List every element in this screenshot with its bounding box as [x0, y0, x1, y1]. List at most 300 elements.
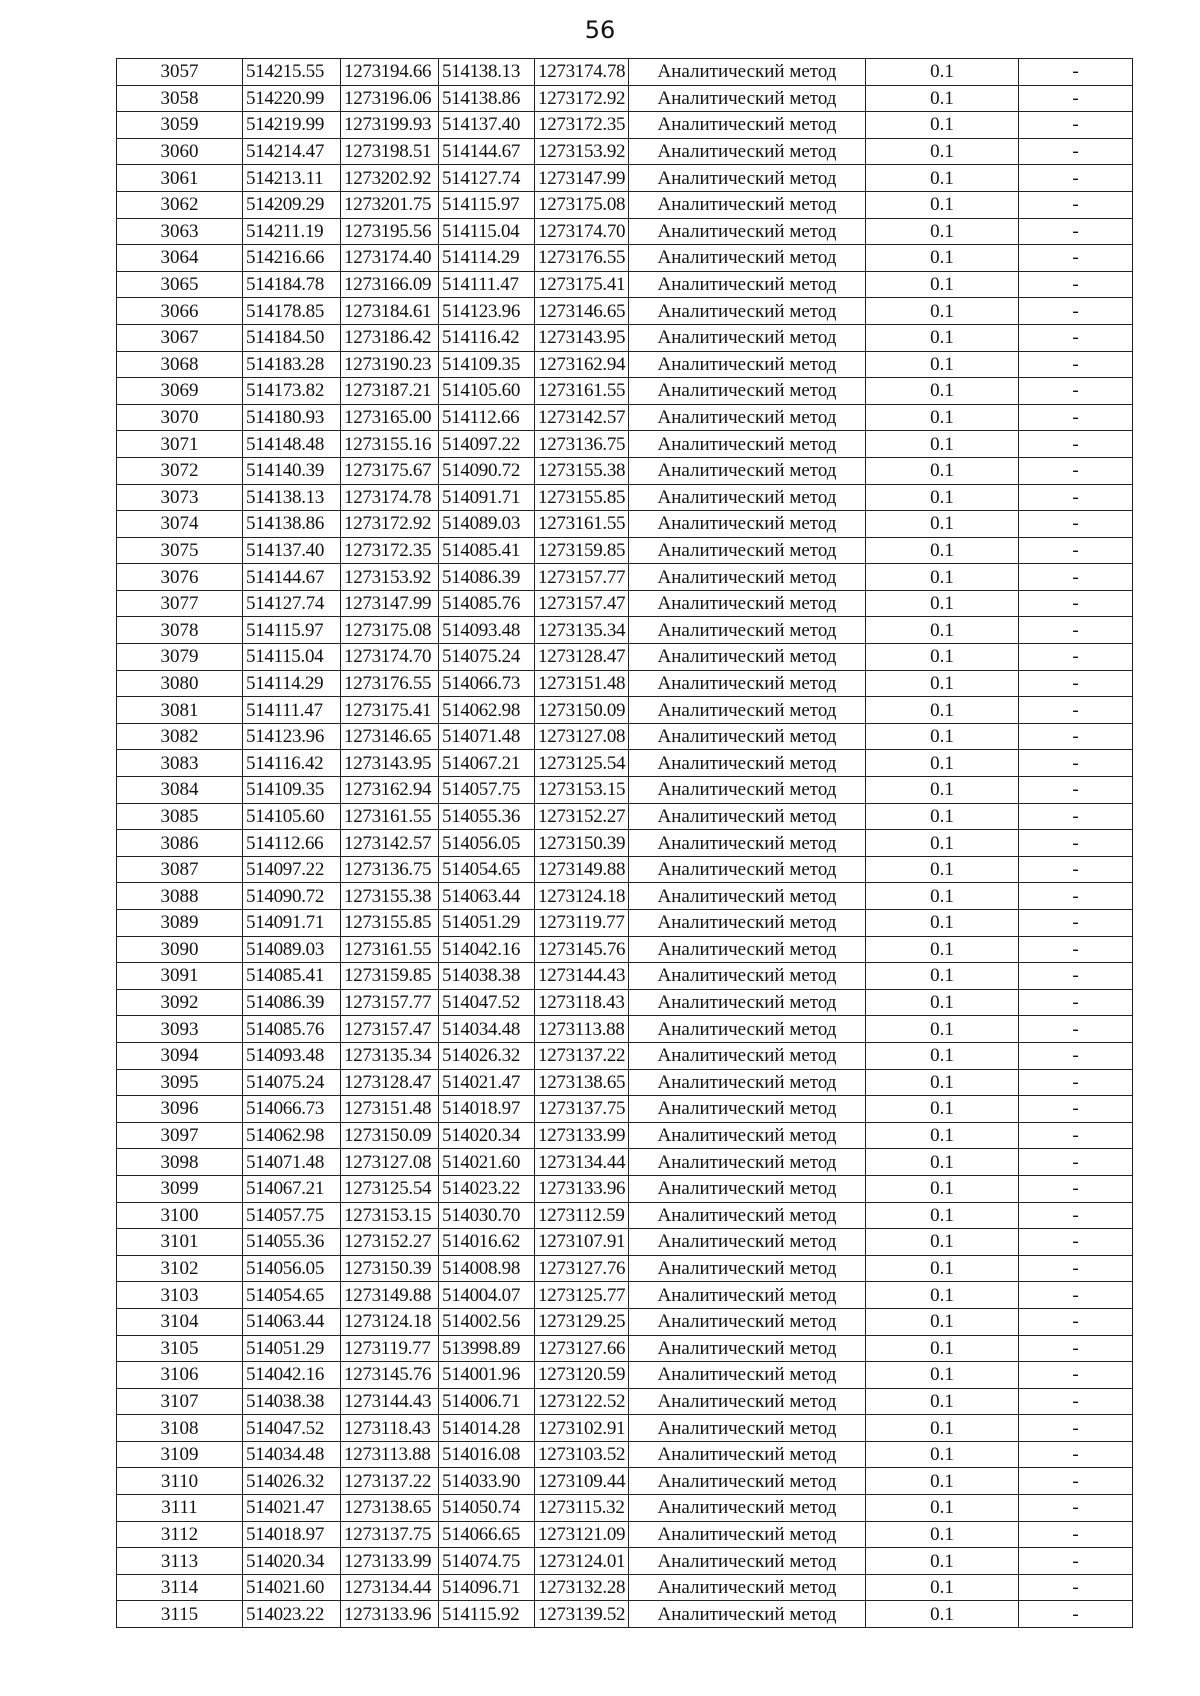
table-row [117, 750, 1133, 777]
y-coordinate-cell: 1273201.75 [341, 191, 439, 218]
table-row [117, 1229, 1133, 1256]
table-row [117, 1521, 1133, 1548]
x-coordinate-2-cell: 514004.07 [439, 1282, 535, 1309]
method-cell: Аналитический метод [629, 803, 866, 830]
table-row [117, 1574, 1133, 1601]
table-row [117, 1149, 1133, 1176]
point-number-cell: 3114 [117, 1574, 243, 1601]
note-cell: - [1019, 963, 1133, 990]
x-coordinate-2-cell: 514002.56 [439, 1308, 535, 1335]
table-row [117, 511, 1133, 538]
x-coordinate-2-cell: 514021.60 [439, 1149, 535, 1176]
accuracy-cell: 0.1 [866, 777, 1019, 804]
table-row [117, 1548, 1133, 1575]
y-coordinate-2-cell: 1273136.75 [535, 431, 629, 458]
point-number-cell: 3061 [117, 165, 243, 192]
y-coordinate-2-cell: 1273128.47 [535, 644, 629, 671]
point-number-cell: 3072 [117, 457, 243, 484]
accuracy-cell: 0.1 [866, 537, 1019, 564]
note-cell: - [1019, 431, 1133, 458]
table-row [117, 138, 1133, 165]
y-coordinate-2-cell: 1273146.65 [535, 298, 629, 325]
table-row [117, 1042, 1133, 1069]
x-coordinate-2-cell: 514030.70 [439, 1202, 535, 1229]
y-coordinate-2-cell: 1273174.78 [535, 59, 629, 86]
note-cell: - [1019, 1335, 1133, 1362]
y-coordinate-2-cell: 1273149.88 [535, 856, 629, 883]
x-coordinate-2-cell: 514021.47 [439, 1069, 535, 1096]
table-row [117, 431, 1133, 458]
y-coordinate-cell: 1273128.47 [341, 1069, 439, 1096]
x-coordinate-cell: 514140.39 [243, 457, 341, 484]
x-coordinate-2-cell: 514085.41 [439, 537, 535, 564]
note-cell: - [1019, 644, 1133, 671]
y-coordinate-cell: 1273152.27 [341, 1229, 439, 1256]
method-cell: Аналитический метод [629, 1388, 866, 1415]
point-number-cell: 3074 [117, 511, 243, 538]
x-coordinate-2-cell: 514038.38 [439, 963, 535, 990]
x-coordinate-2-cell: 514001.96 [439, 1362, 535, 1389]
point-number-cell: 3081 [117, 697, 243, 724]
table-row [117, 1308, 1133, 1335]
point-number-cell: 3092 [117, 989, 243, 1016]
y-coordinate-2-cell: 1273151.48 [535, 670, 629, 697]
method-cell: Аналитический метод [629, 1415, 866, 1442]
x-coordinate-2-cell: 514114.29 [439, 245, 535, 272]
y-coordinate-cell: 1273142.57 [341, 830, 439, 857]
note-cell: - [1019, 564, 1133, 591]
y-coordinate-cell: 1273133.99 [341, 1548, 439, 1575]
method-cell: Аналитический метод [629, 777, 866, 804]
x-coordinate-2-cell: 514066.73 [439, 670, 535, 697]
method-cell: Аналитический метод [629, 1495, 866, 1522]
y-coordinate-2-cell: 1273121.09 [535, 1521, 629, 1548]
method-cell: Аналитический метод [629, 59, 866, 86]
method-cell: Аналитический метод [629, 1574, 866, 1601]
x-coordinate-cell: 514047.52 [243, 1415, 341, 1442]
accuracy-cell: 0.1 [866, 351, 1019, 378]
accuracy-cell: 0.1 [866, 85, 1019, 112]
y-coordinate-cell: 1273166.09 [341, 271, 439, 298]
y-coordinate-2-cell: 1273115.32 [535, 1495, 629, 1522]
y-coordinate-2-cell: 1273138.65 [535, 1069, 629, 1096]
accuracy-cell: 0.1 [866, 883, 1019, 910]
y-coordinate-2-cell: 1273102.91 [535, 1415, 629, 1442]
y-coordinate-cell: 1273184.61 [341, 298, 439, 325]
accuracy-cell: 0.1 [866, 191, 1019, 218]
x-coordinate-cell: 514137.40 [243, 537, 341, 564]
y-coordinate-cell: 1273198.51 [341, 138, 439, 165]
x-coordinate-2-cell: 514097.22 [439, 431, 535, 458]
x-coordinate-2-cell: 514086.39 [439, 564, 535, 591]
note-cell: - [1019, 1282, 1133, 1309]
x-coordinate-cell: 514021.60 [243, 1574, 341, 1601]
y-coordinate-cell: 1273124.18 [341, 1308, 439, 1335]
y-coordinate-2-cell: 1273150.09 [535, 697, 629, 724]
table-row [117, 723, 1133, 750]
y-coordinate-cell: 1273161.55 [341, 936, 439, 963]
x-coordinate-2-cell: 513998.89 [439, 1335, 535, 1362]
x-coordinate-cell: 514112.66 [243, 830, 341, 857]
y-coordinate-2-cell: 1273137.75 [535, 1096, 629, 1123]
point-number-cell: 3064 [117, 245, 243, 272]
method-cell: Аналитический метод [629, 1362, 866, 1389]
table-row [117, 1601, 1133, 1628]
y-coordinate-cell: 1273174.40 [341, 245, 439, 272]
y-coordinate-2-cell: 1273125.77 [535, 1282, 629, 1309]
x-coordinate-cell: 514026.32 [243, 1468, 341, 1495]
x-coordinate-cell: 514173.82 [243, 378, 341, 405]
y-coordinate-2-cell: 1273134.44 [535, 1149, 629, 1176]
y-coordinate-2-cell: 1273133.99 [535, 1122, 629, 1149]
method-cell: Аналитический метод [629, 910, 866, 937]
x-coordinate-cell: 514085.76 [243, 1016, 341, 1043]
y-coordinate-cell: 1273127.08 [341, 1149, 439, 1176]
y-coordinate-2-cell: 1273135.34 [535, 617, 629, 644]
table-row [117, 989, 1133, 1016]
point-number-cell: 3090 [117, 936, 243, 963]
point-number-cell: 3105 [117, 1335, 243, 1362]
note-cell: - [1019, 59, 1133, 86]
y-coordinate-cell: 1273194.66 [341, 59, 439, 86]
point-number-cell: 3068 [117, 351, 243, 378]
table-row [117, 165, 1133, 192]
table-row [117, 963, 1133, 990]
method-cell: Аналитический метод [629, 431, 866, 458]
y-coordinate-2-cell: 1273129.25 [535, 1308, 629, 1335]
accuracy-cell: 0.1 [866, 750, 1019, 777]
x-coordinate-2-cell: 514093.48 [439, 617, 535, 644]
x-coordinate-cell: 514034.48 [243, 1441, 341, 1468]
y-coordinate-2-cell: 1273133.96 [535, 1175, 629, 1202]
point-number-cell: 3091 [117, 963, 243, 990]
y-coordinate-2-cell: 1273107.91 [535, 1229, 629, 1256]
x-coordinate-2-cell: 514138.13 [439, 59, 535, 86]
x-coordinate-2-cell: 514116.42 [439, 324, 535, 351]
y-coordinate-2-cell: 1273152.27 [535, 803, 629, 830]
method-cell: Аналитический метод [629, 1175, 866, 1202]
x-coordinate-cell: 514054.65 [243, 1282, 341, 1309]
y-coordinate-2-cell: 1273147.99 [535, 165, 629, 192]
accuracy-cell: 0.1 [866, 590, 1019, 617]
point-number-cell: 3062 [117, 191, 243, 218]
x-coordinate-cell: 514063.44 [243, 1308, 341, 1335]
method-cell: Аналитический метод [629, 1016, 866, 1043]
method-cell: Аналитический метод [629, 351, 866, 378]
x-coordinate-2-cell: 514075.24 [439, 644, 535, 671]
y-coordinate-cell: 1273150.39 [341, 1255, 439, 1282]
method-cell: Аналитический метод [629, 936, 866, 963]
x-coordinate-cell: 514023.22 [243, 1601, 341, 1628]
method-cell: Аналитический метод [629, 112, 866, 139]
y-coordinate-2-cell: 1273144.43 [535, 963, 629, 990]
note-cell: - [1019, 298, 1133, 325]
point-number-cell: 3079 [117, 644, 243, 671]
x-coordinate-2-cell: 514137.40 [439, 112, 535, 139]
method-cell: Аналитический метод [629, 85, 866, 112]
x-coordinate-2-cell: 514105.60 [439, 378, 535, 405]
note-cell: - [1019, 1548, 1133, 1575]
note-cell: - [1019, 511, 1133, 538]
note-cell: - [1019, 1362, 1133, 1389]
y-coordinate-2-cell: 1273161.55 [535, 378, 629, 405]
y-coordinate-2-cell: 1273119.77 [535, 910, 629, 937]
point-number-cell: 3077 [117, 590, 243, 617]
y-coordinate-2-cell: 1273145.76 [535, 936, 629, 963]
table-row [117, 1282, 1133, 1309]
point-number-cell: 3106 [117, 1362, 243, 1389]
accuracy-cell: 0.1 [866, 1441, 1019, 1468]
note-cell: - [1019, 404, 1133, 431]
method-cell: Аналитический метод [629, 697, 866, 724]
x-coordinate-cell: 514115.04 [243, 644, 341, 671]
y-coordinate-cell: 1273137.75 [341, 1521, 439, 1548]
x-coordinate-2-cell: 514115.92 [439, 1601, 535, 1628]
y-coordinate-cell: 1273144.43 [341, 1388, 439, 1415]
x-coordinate-cell: 514220.99 [243, 85, 341, 112]
x-coordinate-2-cell: 514057.75 [439, 777, 535, 804]
point-number-cell: 3080 [117, 670, 243, 697]
table-row [117, 617, 1133, 644]
x-coordinate-cell: 514178.85 [243, 298, 341, 325]
y-coordinate-cell: 1273113.88 [341, 1441, 439, 1468]
note-cell: - [1019, 351, 1133, 378]
accuracy-cell: 0.1 [866, 271, 1019, 298]
point-number-cell: 3104 [117, 1308, 243, 1335]
x-coordinate-2-cell: 514127.74 [439, 165, 535, 192]
x-coordinate-2-cell: 514123.96 [439, 298, 535, 325]
y-coordinate-cell: 1273155.16 [341, 431, 439, 458]
x-coordinate-2-cell: 514008.98 [439, 1255, 535, 1282]
x-coordinate-cell: 514111.47 [243, 697, 341, 724]
y-coordinate-cell: 1273138.65 [341, 1495, 439, 1522]
table-row [117, 1415, 1133, 1442]
table-row [117, 1362, 1133, 1389]
y-coordinate-cell: 1273172.92 [341, 511, 439, 538]
method-cell: Аналитический метод [629, 191, 866, 218]
y-coordinate-cell: 1273174.70 [341, 644, 439, 671]
point-number-cell: 3089 [117, 910, 243, 937]
y-coordinate-2-cell: 1273120.59 [535, 1362, 629, 1389]
accuracy-cell: 0.1 [866, 511, 1019, 538]
x-coordinate-2-cell: 514014.28 [439, 1415, 535, 1442]
method-cell: Аналитический метод [629, 324, 866, 351]
y-coordinate-cell: 1273175.67 [341, 457, 439, 484]
accuracy-cell: 0.1 [866, 1548, 1019, 1575]
accuracy-cell: 0.1 [866, 1042, 1019, 1069]
point-number-cell: 3100 [117, 1202, 243, 1229]
x-coordinate-cell: 514144.67 [243, 564, 341, 591]
table-row [117, 484, 1133, 511]
accuracy-cell: 0.1 [866, 1069, 1019, 1096]
table-row [117, 245, 1133, 272]
note-cell: - [1019, 1175, 1133, 1202]
point-number-cell: 3069 [117, 378, 243, 405]
y-coordinate-cell: 1273165.00 [341, 404, 439, 431]
note-cell: - [1019, 617, 1133, 644]
note-cell: - [1019, 936, 1133, 963]
x-coordinate-2-cell: 514062.98 [439, 697, 535, 724]
table-row [117, 404, 1133, 431]
accuracy-cell: 0.1 [866, 245, 1019, 272]
table-row [117, 644, 1133, 671]
x-coordinate-cell: 514127.74 [243, 590, 341, 617]
y-coordinate-cell: 1273190.23 [341, 351, 439, 378]
x-coordinate-2-cell: 514071.48 [439, 723, 535, 750]
note-cell: - [1019, 1149, 1133, 1176]
note-cell: - [1019, 324, 1133, 351]
y-coordinate-cell: 1273151.48 [341, 1096, 439, 1123]
x-coordinate-cell: 514114.29 [243, 670, 341, 697]
method-cell: Аналитический метод [629, 537, 866, 564]
y-coordinate-2-cell: 1273137.22 [535, 1042, 629, 1069]
note-cell: - [1019, 1468, 1133, 1495]
point-number-cell: 3109 [117, 1441, 243, 1468]
point-number-cell: 3086 [117, 830, 243, 857]
y-coordinate-cell: 1273172.35 [341, 537, 439, 564]
y-coordinate-cell: 1273196.06 [341, 85, 439, 112]
x-coordinate-cell: 514109.35 [243, 777, 341, 804]
y-coordinate-2-cell: 1273118.43 [535, 989, 629, 1016]
x-coordinate-2-cell: 514034.48 [439, 1016, 535, 1043]
method-cell: Аналитический метод [629, 511, 866, 538]
accuracy-cell: 0.1 [866, 1574, 1019, 1601]
note-cell: - [1019, 1601, 1133, 1628]
accuracy-cell: 0.1 [866, 1202, 1019, 1229]
table-row [117, 830, 1133, 857]
y-coordinate-2-cell: 1273127.66 [535, 1335, 629, 1362]
accuracy-cell: 0.1 [866, 1308, 1019, 1335]
x-coordinate-cell: 514216.66 [243, 245, 341, 272]
method-cell: Аналитический метод [629, 271, 866, 298]
method-cell: Аналитический метод [629, 590, 866, 617]
table-row [117, 1175, 1133, 1202]
note-cell: - [1019, 777, 1133, 804]
y-coordinate-cell: 1273153.92 [341, 564, 439, 591]
note-cell: - [1019, 697, 1133, 724]
y-coordinate-2-cell: 1273132.28 [535, 1574, 629, 1601]
x-coordinate-2-cell: 514111.47 [439, 271, 535, 298]
point-number-cell: 3070 [117, 404, 243, 431]
table-row [117, 1388, 1133, 1415]
x-coordinate-2-cell: 514020.34 [439, 1122, 535, 1149]
y-coordinate-2-cell: 1273175.41 [535, 271, 629, 298]
y-coordinate-2-cell: 1273175.08 [535, 191, 629, 218]
table-row [117, 777, 1133, 804]
note-cell: - [1019, 1016, 1133, 1043]
y-coordinate-cell: 1273175.41 [341, 697, 439, 724]
accuracy-cell: 0.1 [866, 830, 1019, 857]
note-cell: - [1019, 245, 1133, 272]
y-coordinate-cell: 1273149.88 [341, 1282, 439, 1309]
page-number: 56 [584, 16, 616, 44]
note-cell: - [1019, 856, 1133, 883]
method-cell: Аналитический метод [629, 1441, 866, 1468]
y-coordinate-cell: 1273150.09 [341, 1122, 439, 1149]
method-cell: Аналитический метод [629, 1468, 866, 1495]
x-coordinate-cell: 514105.60 [243, 803, 341, 830]
x-coordinate-2-cell: 514096.71 [439, 1574, 535, 1601]
y-coordinate-cell: 1273186.42 [341, 324, 439, 351]
accuracy-cell: 0.1 [866, 457, 1019, 484]
method-cell: Аналитический метод [629, 564, 866, 591]
y-coordinate-cell: 1273133.96 [341, 1601, 439, 1628]
x-coordinate-cell: 514057.75 [243, 1202, 341, 1229]
accuracy-cell: 0.1 [866, 378, 1019, 405]
point-number-cell: 3087 [117, 856, 243, 883]
method-cell: Аналитический метод [629, 1308, 866, 1335]
x-coordinate-2-cell: 514047.52 [439, 989, 535, 1016]
x-coordinate-2-cell: 514067.21 [439, 750, 535, 777]
point-number-cell: 3075 [117, 537, 243, 564]
method-cell: Аналитический метод [629, 617, 866, 644]
method-cell: Аналитический метод [629, 1282, 866, 1309]
point-number-cell: 3066 [117, 298, 243, 325]
x-coordinate-cell: 514071.48 [243, 1149, 341, 1176]
y-coordinate-cell: 1273146.65 [341, 723, 439, 750]
x-coordinate-2-cell: 514091.71 [439, 484, 535, 511]
y-coordinate-2-cell: 1273153.92 [535, 138, 629, 165]
y-coordinate-cell: 1273118.43 [341, 1415, 439, 1442]
table-row [117, 351, 1133, 378]
note-cell: - [1019, 1388, 1133, 1415]
point-number-cell: 3084 [117, 777, 243, 804]
x-coordinate-cell: 514066.73 [243, 1096, 341, 1123]
note-cell: - [1019, 1069, 1133, 1096]
y-coordinate-2-cell: 1273124.01 [535, 1548, 629, 1575]
note-cell: - [1019, 1122, 1133, 1149]
table-row [117, 883, 1133, 910]
method-cell: Аналитический метод [629, 298, 866, 325]
method-cell: Аналитический метод [629, 1149, 866, 1176]
accuracy-cell: 0.1 [866, 564, 1019, 591]
x-coordinate-2-cell: 514023.22 [439, 1175, 535, 1202]
note-cell: - [1019, 910, 1133, 937]
accuracy-cell: 0.1 [866, 803, 1019, 830]
note-cell: - [1019, 1574, 1133, 1601]
y-coordinate-2-cell: 1273125.54 [535, 750, 629, 777]
accuracy-cell: 0.1 [866, 1468, 1019, 1495]
accuracy-cell: 0.1 [866, 1415, 1019, 1442]
x-coordinate-cell: 514215.55 [243, 59, 341, 86]
point-number-cell: 3094 [117, 1042, 243, 1069]
accuracy-cell: 0.1 [866, 404, 1019, 431]
y-coordinate-cell: 1273176.55 [341, 670, 439, 697]
x-coordinate-cell: 514042.16 [243, 1362, 341, 1389]
method-cell: Аналитический метод [629, 1202, 866, 1229]
accuracy-cell: 0.1 [866, 1255, 1019, 1282]
note-cell: - [1019, 85, 1133, 112]
y-coordinate-2-cell: 1273172.92 [535, 85, 629, 112]
y-coordinate-2-cell: 1273113.88 [535, 1016, 629, 1043]
method-cell: Аналитический метод [629, 138, 866, 165]
x-coordinate-cell: 514184.50 [243, 324, 341, 351]
x-coordinate-cell: 514097.22 [243, 856, 341, 883]
method-cell: Аналитический метод [629, 1096, 866, 1123]
table-row [117, 298, 1133, 325]
x-coordinate-2-cell: 514016.62 [439, 1229, 535, 1256]
x-coordinate-cell: 514219.99 [243, 112, 341, 139]
coordinates-table [116, 58, 1133, 1628]
x-coordinate-cell: 514183.28 [243, 351, 341, 378]
table-row [117, 537, 1133, 564]
point-number-cell: 3060 [117, 138, 243, 165]
table-row [117, 378, 1133, 405]
accuracy-cell: 0.1 [866, 644, 1019, 671]
y-coordinate-2-cell: 1273155.85 [535, 484, 629, 511]
accuracy-cell: 0.1 [866, 324, 1019, 351]
y-coordinate-2-cell: 1273157.47 [535, 590, 629, 617]
